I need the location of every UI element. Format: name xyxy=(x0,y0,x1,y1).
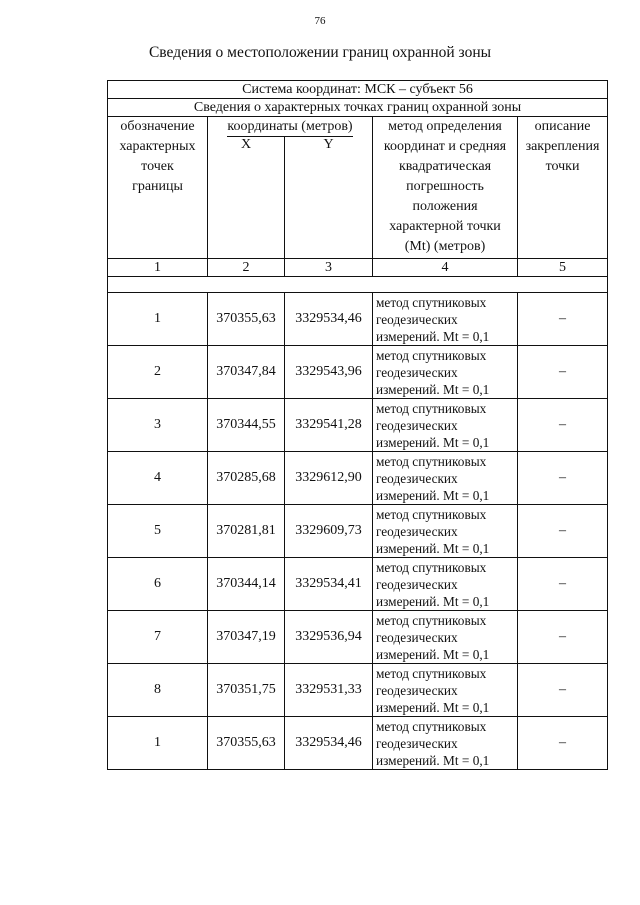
column-number: 1 xyxy=(108,259,208,277)
header-line: закрепления xyxy=(525,139,600,154)
coordinate-y: 3329536,94 xyxy=(285,611,373,664)
fixing-description: – xyxy=(518,505,608,558)
header-x: X xyxy=(208,137,285,258)
point-number: 2 xyxy=(108,346,208,399)
coordinate-y: 3329609,73 xyxy=(285,505,373,558)
fixing-description: – xyxy=(518,611,608,664)
coordinate-x: 370285,68 xyxy=(208,452,285,505)
point-number: 5 xyxy=(108,505,208,558)
coordinate-y: 3329534,46 xyxy=(285,717,373,770)
header-description xyxy=(518,117,608,259)
header-point-designation xyxy=(108,117,208,259)
fixing-description: – xyxy=(518,346,608,399)
method-line: измерений. Mt = 0,1 xyxy=(376,699,490,715)
coordinate-y: 3329534,41 xyxy=(285,558,373,611)
fixing-description: – xyxy=(518,293,608,346)
header-line: характерной точки xyxy=(389,219,501,234)
point-number: 3 xyxy=(108,399,208,452)
header-y: Y xyxy=(323,137,334,152)
fixing-description: – xyxy=(518,558,608,611)
method-line: измерений. Mt = 0,1 xyxy=(376,593,490,609)
method-line: метод спутниковых xyxy=(376,559,487,575)
boundary-points-table xyxy=(107,80,608,770)
method-cell xyxy=(373,717,518,770)
coordinate-y: 3329543,96 xyxy=(285,346,373,399)
method-line: геодезических xyxy=(376,735,458,751)
table-row xyxy=(108,452,608,505)
fixing-description: – xyxy=(518,399,608,452)
coordinate-x: 370355,63 xyxy=(208,293,285,346)
point-number: 4 xyxy=(108,452,208,505)
method-line: метод спутниковых xyxy=(376,506,487,522)
method-line: геодезических xyxy=(376,311,458,327)
header-coordinates xyxy=(208,117,373,259)
point-number: 7 xyxy=(108,611,208,664)
coordinate-x: 370347,19 xyxy=(208,611,285,664)
column-number: 2 xyxy=(208,259,285,277)
coordinate-x: 370344,14 xyxy=(208,558,285,611)
method-line: метод спутниковых xyxy=(376,665,487,681)
header-line: описание xyxy=(534,119,591,134)
method-line: геодезических xyxy=(376,523,458,539)
fixing-description: – xyxy=(518,452,608,505)
method-line: измерений. Mt = 0,1 xyxy=(376,540,490,556)
method-cell xyxy=(373,346,518,399)
method-line: измерений. Mt = 0,1 xyxy=(376,381,490,397)
method-line: метод спутниковых xyxy=(376,347,487,363)
method-line: измерений. Mt = 0,1 xyxy=(376,434,490,450)
header-line: погрешность xyxy=(406,179,484,194)
table-row xyxy=(108,293,608,346)
spacer-row xyxy=(108,277,608,293)
method-line: измерений. Mt = 0,1 xyxy=(376,752,490,768)
table-row xyxy=(108,346,608,399)
point-number: 1 xyxy=(108,717,208,770)
header-line: точки xyxy=(545,159,580,174)
table-row xyxy=(108,611,608,664)
method-line: метод спутниковых xyxy=(376,612,487,628)
point-number: 8 xyxy=(108,664,208,717)
header-line: границы xyxy=(132,179,183,194)
column-number: 5 xyxy=(518,259,608,277)
table-row xyxy=(108,664,608,717)
header-line: координат и средняя xyxy=(383,139,507,154)
method-cell xyxy=(373,293,518,346)
method-line: метод спутниковых xyxy=(376,294,487,310)
table-row xyxy=(108,558,608,611)
point-number: 1 xyxy=(108,293,208,346)
method-cell xyxy=(373,399,518,452)
method-cell xyxy=(373,558,518,611)
coordinate-y: 3329531,33 xyxy=(285,664,373,717)
method-cell xyxy=(373,611,518,664)
coordinate-x: 370355,63 xyxy=(208,717,285,770)
page-number: 76 xyxy=(314,15,326,27)
method-cell xyxy=(373,664,518,717)
method-cell xyxy=(373,452,518,505)
method-line: измерений. Mt = 0,1 xyxy=(376,487,490,503)
fixing-description: – xyxy=(518,664,608,717)
column-number: 3 xyxy=(285,259,373,277)
coordinate-y: 3329534,46 xyxy=(285,293,373,346)
method-line: измерений. Mt = 0,1 xyxy=(376,328,490,344)
method-line: геодезических xyxy=(376,576,458,592)
section-header: Сведения о характерных точках границ охранной зоны xyxy=(108,99,608,117)
header-line: квадратическая xyxy=(398,159,492,174)
coordinate-x: 370351,75 xyxy=(208,664,285,717)
document-title: Сведения о местоположении границ охранной зоны xyxy=(148,44,492,61)
method-line: измерений. Mt = 0,1 xyxy=(376,646,490,662)
coordinate-y: 3329612,90 xyxy=(285,452,373,505)
coordinate-system-header: Система координат: МСК – субъект 56 xyxy=(108,81,608,99)
header-line: положения xyxy=(412,199,478,214)
method-line: геодезических xyxy=(376,417,458,433)
table-row xyxy=(108,505,608,558)
coordinate-x: 370281,81 xyxy=(208,505,285,558)
header-line: обозначение xyxy=(120,119,195,134)
method-line: геодезических xyxy=(376,364,458,380)
method-line: геодезических xyxy=(376,629,458,645)
coordinate-y: 3329541,28 xyxy=(285,399,373,452)
method-cell xyxy=(373,505,518,558)
column-number: 4 xyxy=(373,259,518,277)
header-line: (Mt) (метров) xyxy=(404,239,486,254)
header-line: точек xyxy=(141,159,174,174)
table-row xyxy=(108,717,608,770)
fixing-description: – xyxy=(518,717,608,770)
header-method xyxy=(373,117,518,259)
coordinate-x: 370347,84 xyxy=(208,346,285,399)
coordinate-x: 370344,55 xyxy=(208,399,285,452)
method-line: геодезических xyxy=(376,470,458,486)
method-line: метод спутниковых xyxy=(376,718,487,734)
header-coordinates-label: координаты (метров) xyxy=(227,118,352,137)
header-line: характерных xyxy=(119,139,196,154)
header-line: метод определения xyxy=(388,119,502,134)
table-row xyxy=(108,399,608,452)
method-line: метод спутниковых xyxy=(376,453,487,469)
method-line: геодезических xyxy=(376,682,458,698)
method-line: метод спутниковых xyxy=(376,400,487,416)
point-number: 6 xyxy=(108,558,208,611)
data-rows xyxy=(108,293,608,770)
